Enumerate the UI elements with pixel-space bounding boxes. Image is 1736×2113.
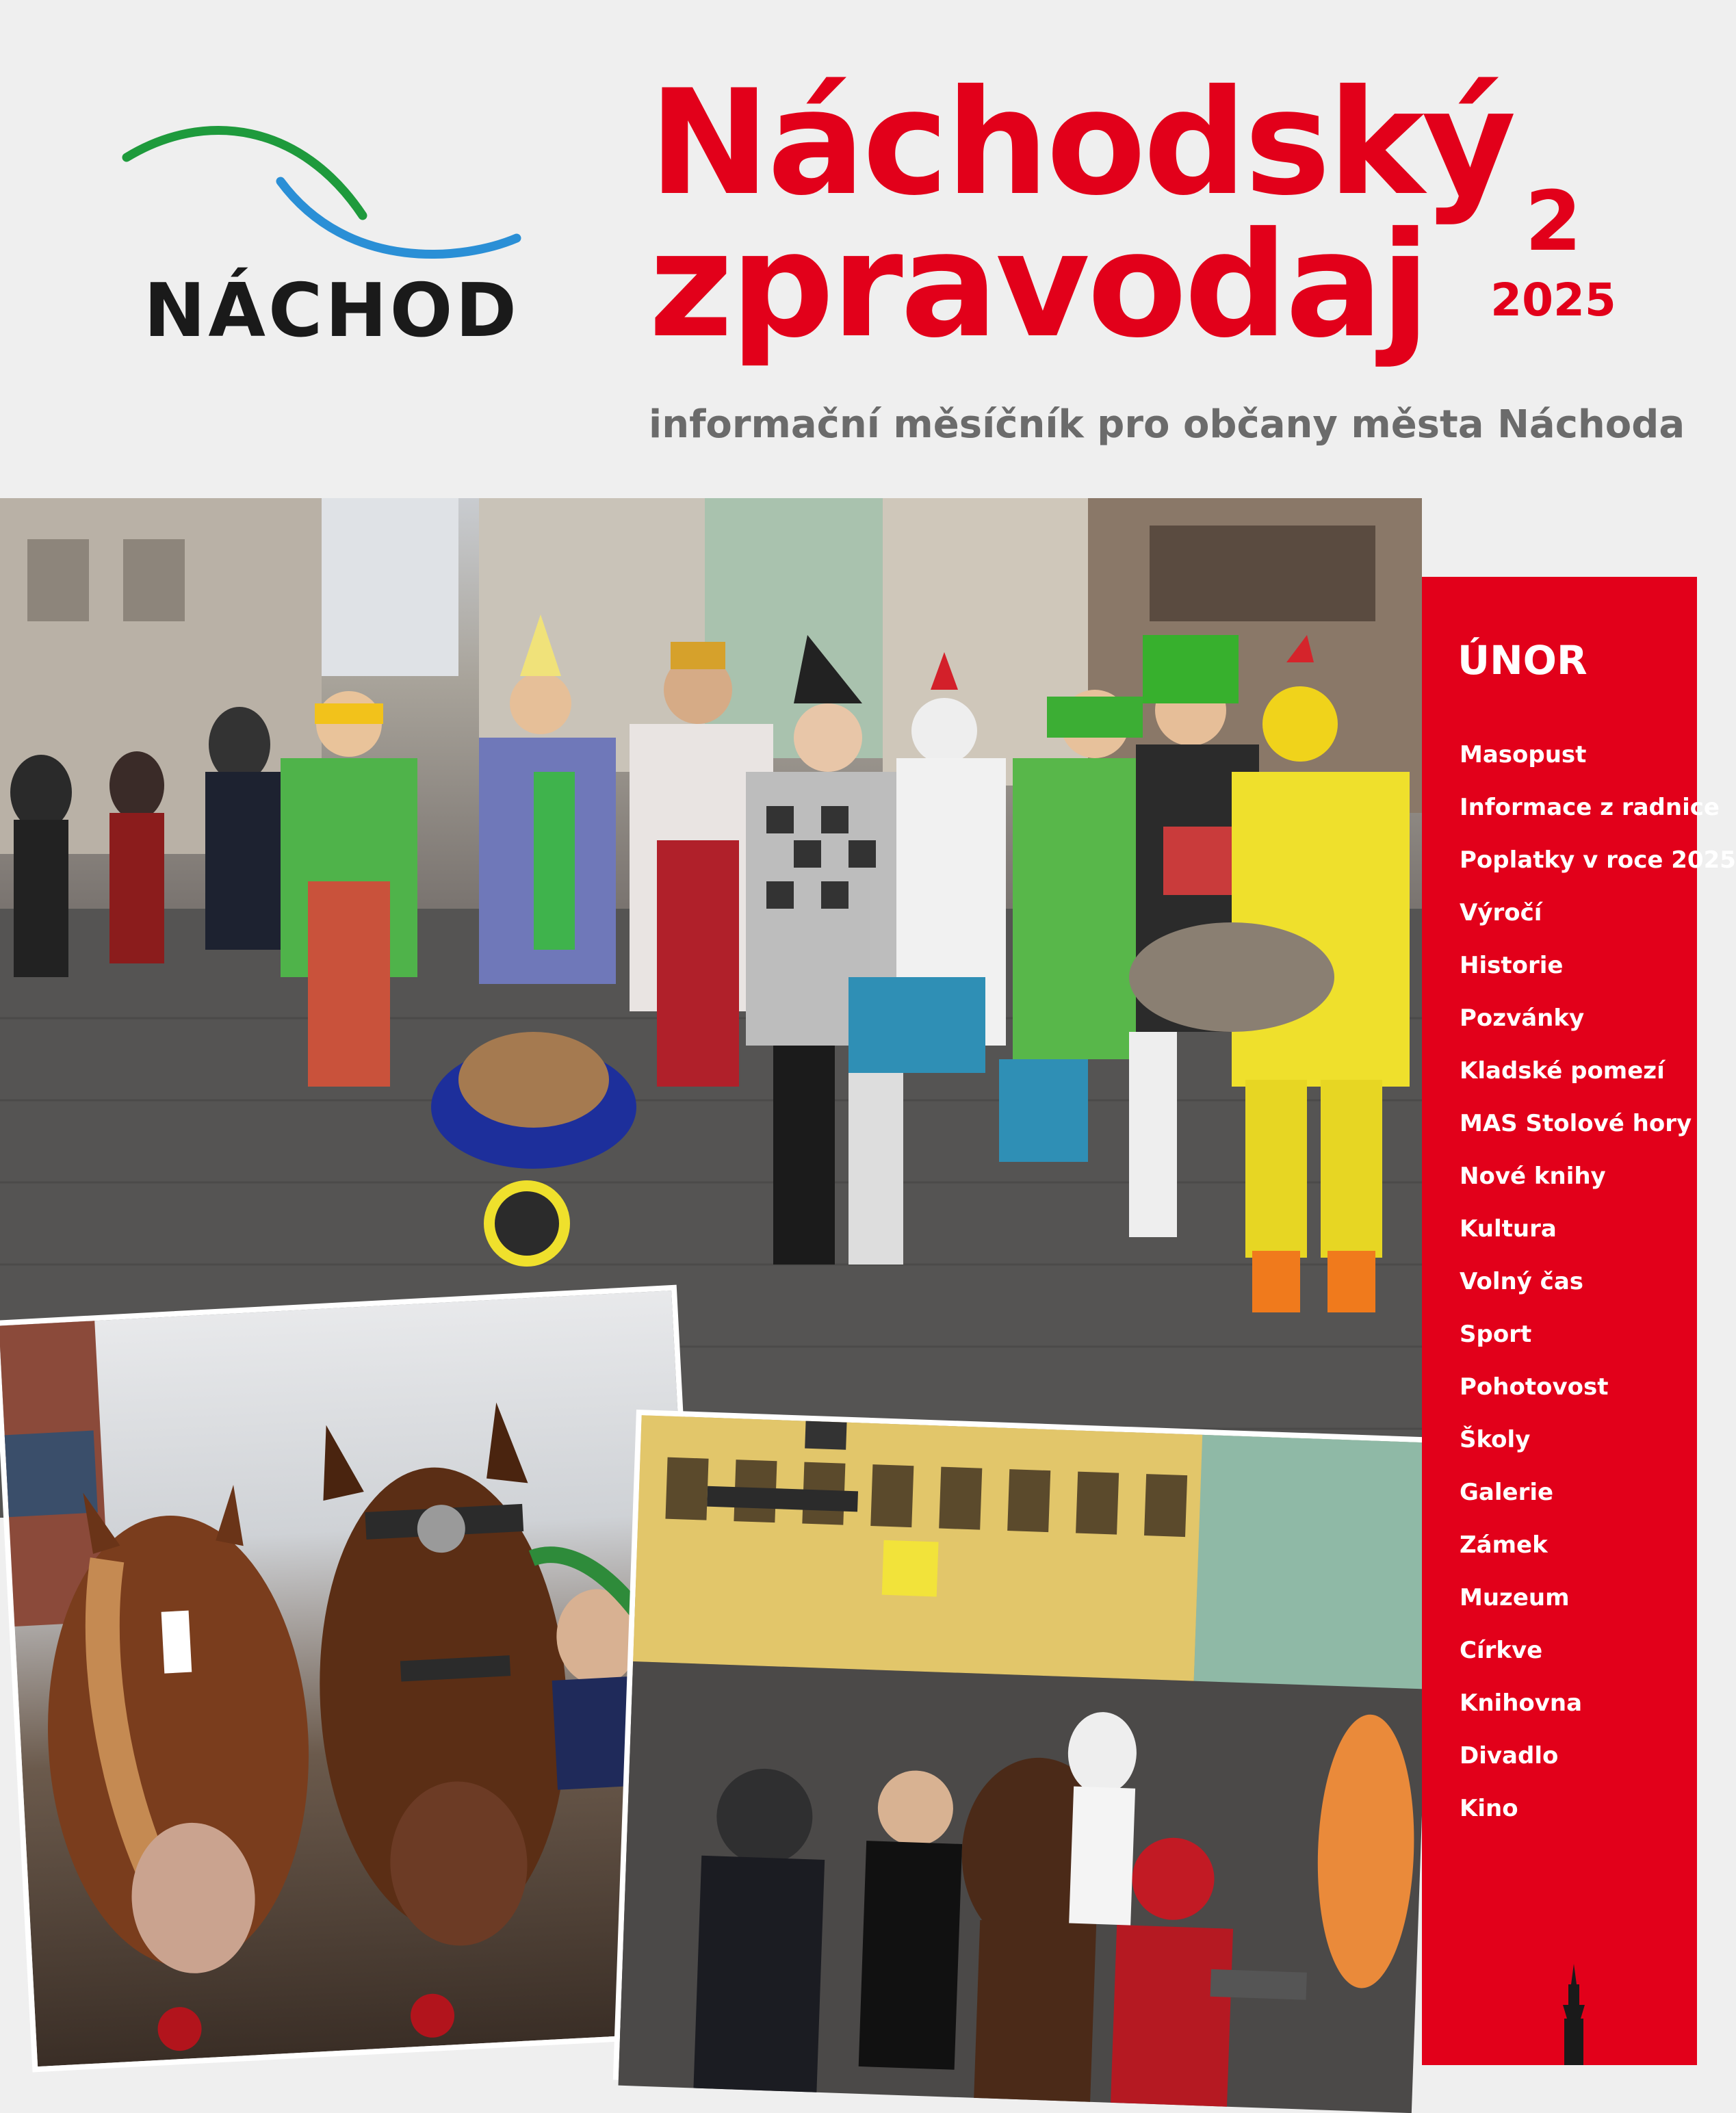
logo-waves-icon <box>123 116 534 267</box>
contents-item-pohotovost: Pohotovost <box>1460 1373 1609 1401</box>
contents-item-skoly: Školy <box>1460 1426 1531 1453</box>
contents-item-muzeum: Muzeum <box>1460 1584 1570 1611</box>
contents-item-vyroci: Výročí <box>1460 899 1542 926</box>
contents-item-nove-knihy: Nové knihy <box>1460 1163 1606 1190</box>
contents-sidebar <box>1422 577 1736 2065</box>
contents-item-divadlo: Divadlo <box>1460 1742 1559 1770</box>
magazine-subtitle: informační měsíčník pro občany města Náchoda <box>649 402 1685 447</box>
contents-item-volny-cas: Volný čas <box>1460 1268 1584 1295</box>
town-square-illustration <box>619 1415 1435 2113</box>
contents-item-kino: Kino <box>1460 1795 1518 1822</box>
contents-list <box>1460 741 1736 1848</box>
sidebar-month-heading: ÚNOR <box>1458 637 1588 684</box>
logo-text: NÁCHOD <box>144 268 520 354</box>
contents-item-informace-z-radnice: Informace z radnice <box>1460 794 1720 821</box>
issue-year: 2025 <box>1490 274 1616 326</box>
contents-item-cirkve: Církve <box>1460 1637 1543 1664</box>
contents-item-galerie: Galerie <box>1460 1479 1554 1506</box>
nachod-logo <box>123 116 534 363</box>
contents-item-kultura: Kultura <box>1460 1215 1557 1243</box>
horses-illustration <box>0 1290 722 2077</box>
contents-item-zamek: Zámek <box>1460 1531 1548 1559</box>
issue-number: 2 <box>1525 174 1582 270</box>
church-tower-icon <box>1553 1964 1594 2065</box>
contents-item-sport: Sport <box>1460 1321 1532 1348</box>
magazine-title <box>649 58 1514 370</box>
contents-item-masopust: Masopust <box>1460 741 1587 768</box>
contents-item-poplatky: Poplatky v roce 2025 <box>1460 846 1736 874</box>
contents-item-pozvanky: Pozvánky <box>1460 1004 1585 1032</box>
title-line-1: Náchodský <box>649 58 1514 227</box>
contents-item-mas-stolove-hory: MAS Stolové hory <box>1460 1110 1692 1137</box>
horses-photo <box>0 1285 716 2073</box>
contents-item-knihovna: Knihovna <box>1460 1689 1583 1717</box>
town-square-carnival-photo <box>613 1410 1429 2108</box>
contents-item-historie: Historie <box>1460 952 1564 979</box>
contents-item-kladske-pomezi: Kladské pomezí <box>1460 1057 1665 1085</box>
title-line-2: zpravodaj <box>649 200 1428 370</box>
